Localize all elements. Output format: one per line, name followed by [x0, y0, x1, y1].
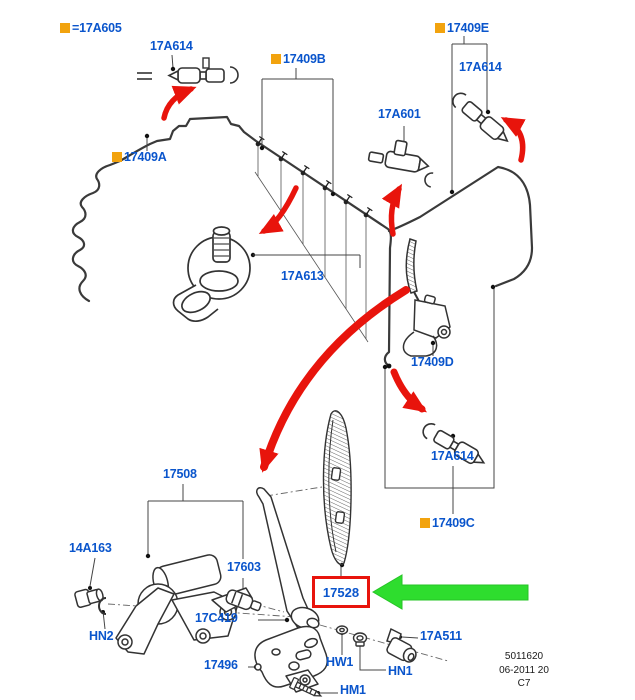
orange-square-marker	[435, 23, 445, 33]
part-label-17A511[interactable]: 17A511	[420, 629, 462, 643]
part-label-17409A[interactable]: 17409A	[112, 151, 167, 164]
connector-17a614-top-art	[137, 58, 238, 83]
plate-footer	[462, 650, 586, 691]
red-arrow-icon	[394, 372, 422, 409]
part-label-17496[interactable]: 17496	[204, 658, 238, 672]
wiper-arm-17c419-art	[257, 488, 322, 632]
grommet-17a613-art	[174, 227, 251, 321]
red-arrow-icon	[506, 120, 523, 160]
red-arrow-icon	[164, 89, 191, 118]
wiper-blade-17528-art	[323, 411, 351, 565]
a613-leader	[253, 255, 360, 268]
hose-clip-icons	[255, 136, 373, 342]
part-label-17A614-boxed[interactable]: 17A614	[431, 449, 474, 463]
part-label-17A601[interactable]: 17A601	[378, 107, 421, 121]
part-label-HM1[interactable]: HM1	[340, 683, 366, 697]
part-label-17508[interactable]: 17508	[163, 467, 197, 481]
washer-hw1-art	[337, 626, 348, 634]
part-label-17409D[interactable]: 17409D	[411, 355, 454, 369]
connector-17a614-right-art	[450, 90, 513, 147]
part-label-17A614-right[interactable]: 17A614	[459, 60, 502, 74]
rear-nozzle-17409d-art	[403, 239, 450, 356]
part-label-HN2[interactable]: HN2	[89, 629, 114, 643]
mount-bracket-17496-art	[255, 626, 327, 692]
part-label-HW1[interactable]: HW1	[326, 655, 354, 669]
part-label-17409B[interactable]: 17409B	[271, 53, 326, 66]
plate-number: 5011620	[504, 651, 544, 662]
nut-hn1-art	[354, 633, 367, 646]
orange-square-marker	[420, 518, 430, 528]
part-label-17A605[interactable]: =17A605	[60, 22, 122, 35]
highlighted-part-label-17528[interactable]: 17528	[312, 576, 370, 608]
orange-square-marker	[60, 23, 70, 33]
green-pointer-arrow-icon	[373, 575, 528, 609]
orange-square-marker	[271, 54, 281, 64]
part-label-17A614-top[interactable]: 17A614	[150, 39, 193, 53]
part-label-17C419[interactable]: 17C419	[195, 611, 238, 625]
part-label-17409E[interactable]: 17409E	[435, 22, 489, 35]
part-label-17A613[interactable]: 17A613	[281, 269, 324, 283]
pivot-cap-17a511-art	[386, 629, 420, 665]
part-label-17603[interactable]: 17603	[227, 560, 261, 574]
part-label-14A163[interactable]: 14A163	[69, 541, 112, 555]
part-label-HN1[interactable]: HN1	[388, 664, 413, 678]
orange-square-marker	[112, 152, 122, 162]
connector-17a601-art	[366, 136, 438, 187]
plate-date: 06-2011 20	[499, 664, 549, 676]
plate-revision: C7	[517, 678, 531, 689]
part-label-17409C[interactable]: 17409C	[420, 517, 475, 530]
